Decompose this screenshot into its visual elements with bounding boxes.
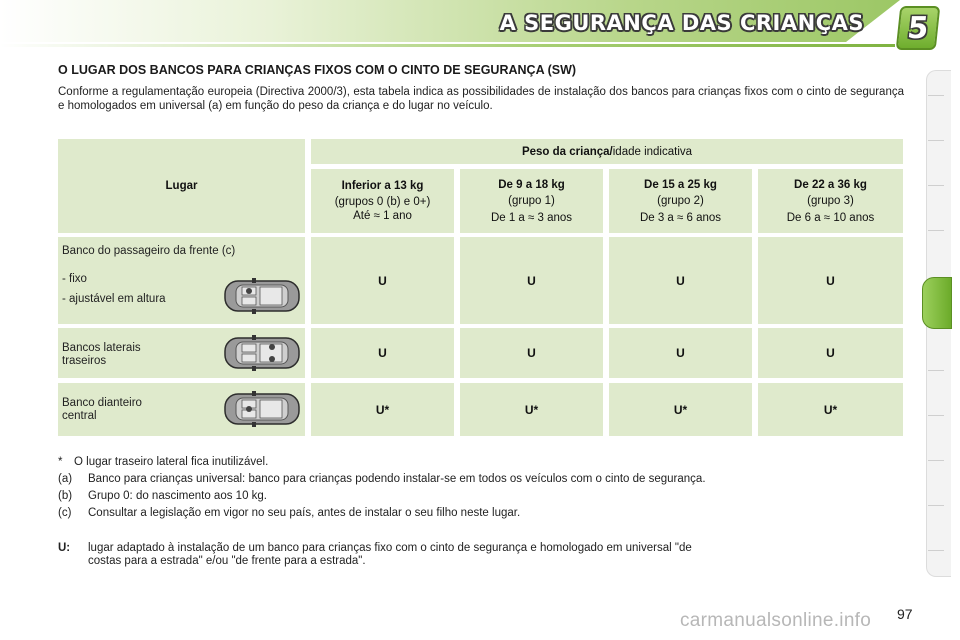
- row-sublabel: - ajustável em altura: [62, 293, 166, 305]
- row-sublabel: - fixo: [62, 273, 87, 285]
- weight-header-bold: Peso da criança/: [521, 145, 613, 158]
- footnote-key: *: [58, 456, 63, 468]
- car-seat-diagram-icon: [222, 334, 302, 372]
- chapter-badge: [896, 6, 941, 50]
- tab-divider: [928, 415, 944, 416]
- table-cell: [311, 237, 454, 324]
- place-header-cell: [58, 139, 305, 233]
- cell-value: U: [676, 273, 685, 288]
- cell-value: U*: [823, 402, 838, 417]
- cell-value: U*: [524, 402, 539, 417]
- footnote-key: (a): [58, 473, 73, 485]
- car-seat-diagram-icon: [222, 390, 302, 428]
- footnote-key: (b): [58, 490, 73, 502]
- place-header-label: Lugar: [165, 180, 198, 192]
- group-weight: Inferior a 13 kg: [341, 180, 424, 192]
- tab-divider: [928, 95, 944, 96]
- car-seat-diagram-icon: [222, 277, 302, 315]
- tab-divider: [928, 505, 944, 506]
- group-number: (grupo 2): [657, 194, 704, 207]
- group-age: De 1 a ≈ 3 anos: [490, 211, 573, 224]
- chapter-title: A SEGURANÇA DAS CRIANÇAS: [499, 11, 864, 35]
- table-cell: [609, 237, 752, 324]
- group-header-cell: [758, 169, 903, 233]
- group-number: (grupo 3): [807, 194, 854, 207]
- tab-divider: [928, 140, 944, 141]
- table-cell: [758, 328, 903, 378]
- group-weight: De 15 a 25 kg: [644, 178, 717, 191]
- footnote-key: (c): [58, 507, 72, 519]
- section-title: O LUGAR DOS BANCOS PARA CRIANÇAS FIXOS COM O CINTO DE SEGURANÇA (SW): [58, 63, 577, 77]
- table-row-label-cell: [58, 237, 305, 324]
- group-age: De 3 a ≈ 6 anos: [639, 211, 722, 224]
- row-label: Banco dianteiro: [62, 397, 142, 409]
- chapter-tab-active[interactable]: [922, 277, 952, 329]
- tab-divider: [928, 550, 944, 551]
- tab-divider: [928, 230, 944, 231]
- cell-value: U: [378, 346, 387, 360]
- table-cell: [311, 383, 454, 436]
- cell-value: U*: [375, 402, 390, 417]
- header-underline: [0, 44, 895, 47]
- row-label-line2: traseiros: [62, 355, 107, 367]
- table-cell: [460, 237, 603, 324]
- footnote-text: O lugar traseiro lateral fica inutilizável.: [74, 456, 269, 468]
- cell-value: U: [826, 346, 835, 360]
- table-row-label-cell: [58, 328, 305, 378]
- footnote-text: Consultar a legislação em vigor no seu país, antes de instalar o seu filho neste lugar.: [88, 507, 521, 519]
- cell-value: U: [527, 346, 536, 360]
- group-header-cell: [311, 169, 454, 233]
- group-weight: De 9 a 18 kg: [498, 178, 565, 191]
- tab-divider: [928, 460, 944, 461]
- group-age: Até ≈ 1 ano: [353, 210, 412, 222]
- table-cell: [311, 328, 454, 378]
- footnote-text: Banco para crianças universal: banco para crianças podendo instalar-se em todos os veículos com o cinto de segurança.: [88, 473, 706, 485]
- cell-value: U: [826, 273, 835, 288]
- weight-header-cell: [311, 139, 903, 164]
- legend-key: U:: [58, 542, 71, 554]
- table-cell: [460, 383, 603, 436]
- table-row-label-cell: [58, 383, 305, 436]
- cell-value: U: [527, 273, 536, 288]
- row-label: Bancos laterais: [62, 342, 141, 354]
- group-number: (grupo 1): [508, 194, 555, 207]
- page-number: 97: [897, 606, 913, 622]
- cell-value: U: [378, 273, 387, 288]
- table-cell: [609, 383, 752, 436]
- weight-header-rest: idade indicativa: [612, 145, 693, 158]
- watermark: carmanualsonline.info: [680, 610, 872, 631]
- legend-text-line2: costas para a estrada" e/ou "de frente para a estrada".: [88, 555, 366, 567]
- page-header: [0, 0, 960, 50]
- legend-text-line1: lugar adaptado à instalação de um banco para crianças fixo com o cinto de segurança e homologado em universal "de: [88, 542, 692, 554]
- footnote-text: Grupo 0: do nascimento aos 10 kg.: [88, 490, 267, 502]
- tab-divider: [928, 370, 944, 371]
- table-cell: [609, 328, 752, 378]
- cell-value: U*: [673, 402, 688, 417]
- chapter-number: 5: [905, 11, 931, 46]
- tab-divider: [928, 185, 944, 186]
- cell-value: U: [676, 346, 685, 360]
- group-weight: De 22 a 36 kg: [794, 178, 867, 191]
- group-number: (grupos 0 (b) e 0+): [334, 196, 431, 208]
- group-header-cell: [460, 169, 603, 233]
- intro-paragraph: Conforme a regulamentação europeia (Directiva 2000/3), esta tabela indica as possibilidades de instalação dos bancos para crianças fixos com o cinto de segurança e homologados em universal (a) em função do peso da criança e do lugar no veículo.: [58, 86, 904, 112]
- table-cell: [758, 237, 903, 324]
- table-cell: [460, 328, 603, 378]
- table-cell: [758, 383, 903, 436]
- group-age: De 6 a ≈ 10 anos: [786, 211, 875, 224]
- group-header-cell: [609, 169, 752, 233]
- row-label-line2: central: [62, 410, 97, 422]
- row-label: Banco do passageiro da frente (c): [62, 245, 236, 257]
